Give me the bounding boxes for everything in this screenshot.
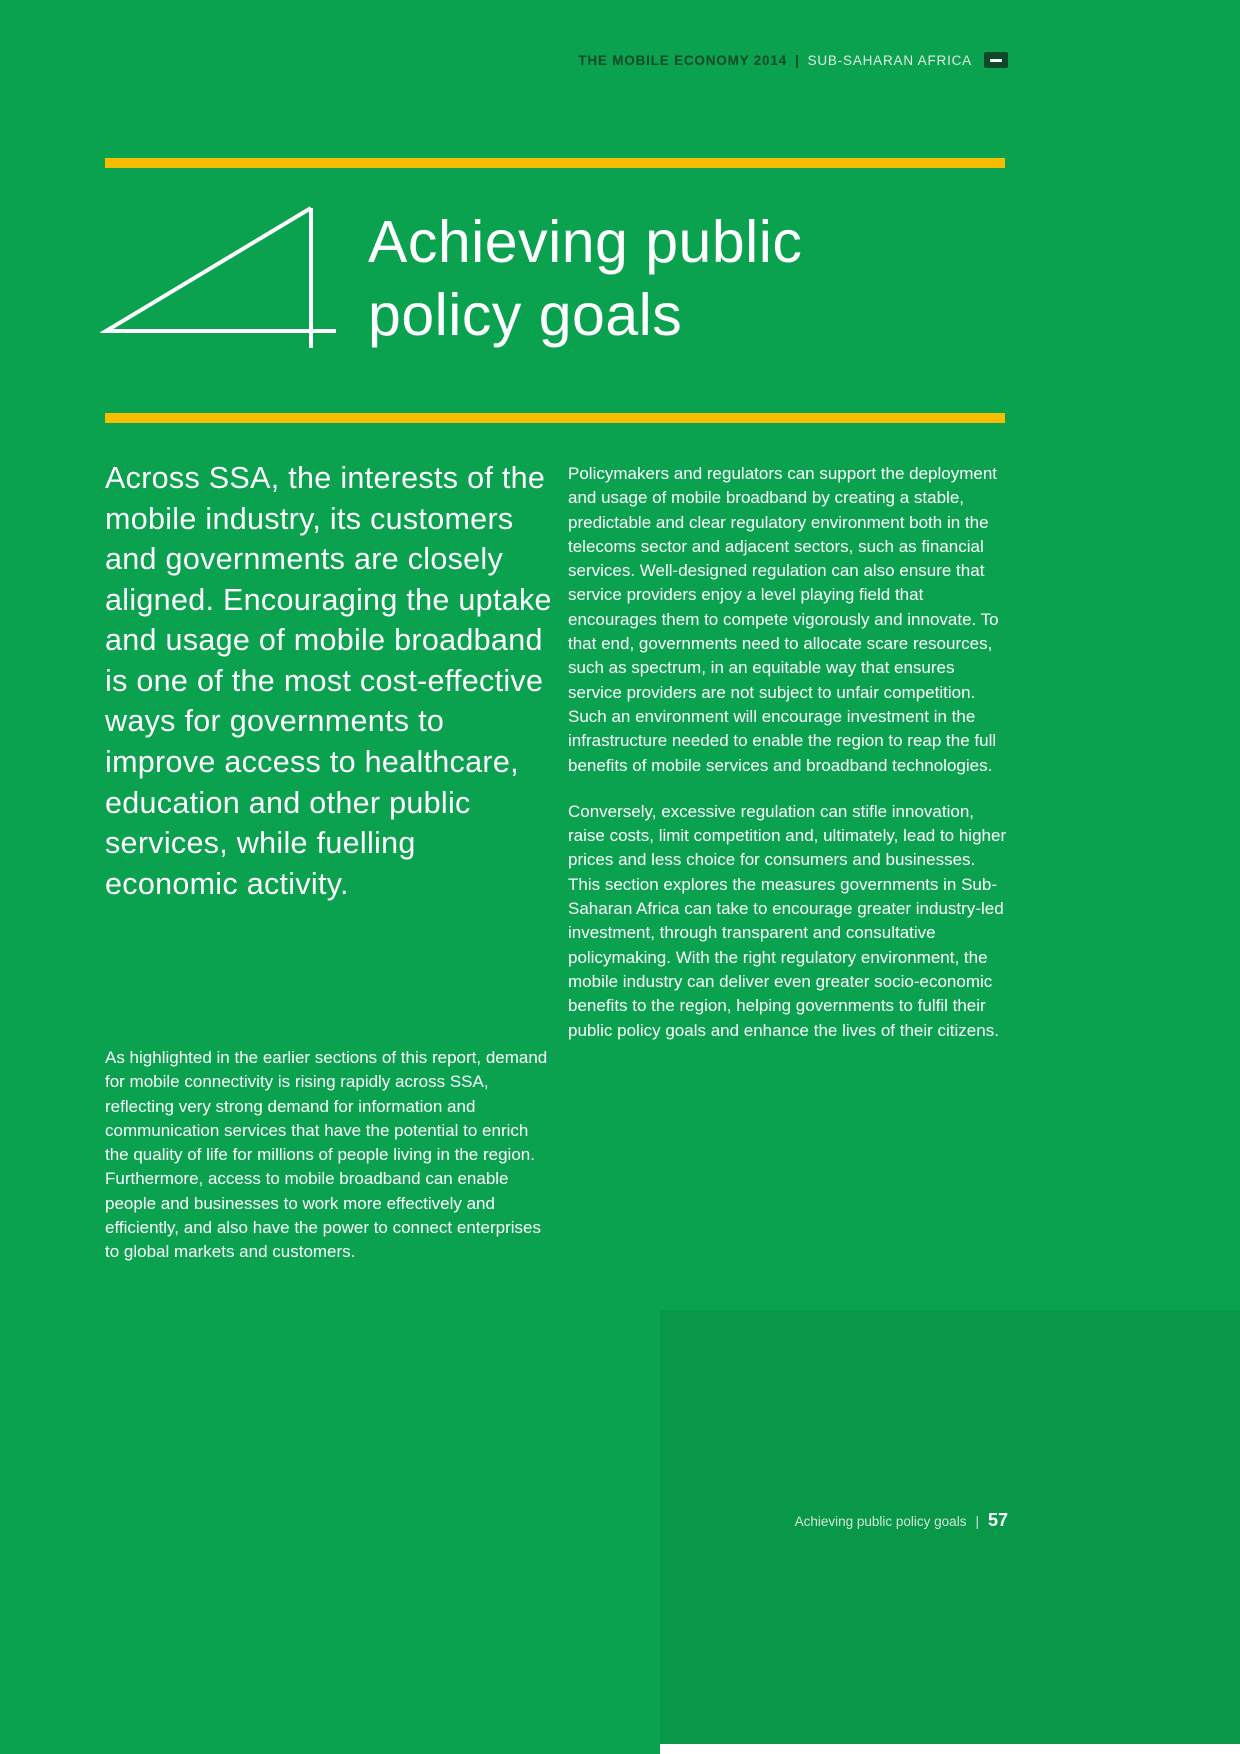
chapter-title	[368, 206, 802, 352]
gsma-logo-mark	[990, 59, 1002, 62]
header-report-title: THE MOBILE ECONOMY 2014	[578, 52, 787, 68]
header-region-title: SUB-SAHARAN AFRICA	[807, 52, 972, 68]
footer-separator: |	[975, 1514, 979, 1529]
footer-page-number: 57	[987, 1510, 1008, 1530]
chapter-title-line-2: policy goals	[368, 282, 683, 349]
accent-rule-top	[105, 158, 1005, 168]
right-paragraph-2: Conversely, excessive regulation can stifle innovation, raise costs, limit competition and, ultimately, lead to higher prices and less choice for consumers and businesses. This section explores the measures governments in Sub-Saharan Africa can take to encourage greater industry-led investment, through transparent and consultative policymaking. With the right regulatory environment, the mobile industry can deliver even greater socio-economic benefits to the region, helping governments to fulfil their public policy goals and enhance the lives of their citizens.	[568, 801, 1007, 1040]
chapter-number-glyph	[100, 200, 340, 350]
accent-rule-bottom	[105, 413, 1005, 423]
chapter-number-4-icon	[100, 200, 340, 350]
right-paragraph-1: Policymakers and regulators can support the deployment and usage of mobile broadband by creating a stable, predictable and clear regulatory environment both in the telecoms sector and adjacent sectors, such as financial services. Well-designed regulation can also ensure that service providers enjoy a level playing field that encourages them to compete vigorously and innovate. To that end, governments need to allocate scare resources, such as spectrum, in an equitable way that ensures service providers are not subject to unfair competition. Such an environment will encourage investment in the infrastructure needed to enable the region to reap the full benefits of mobile services and broadband technologies.	[568, 464, 999, 775]
gsma-logo-icon	[984, 52, 1008, 68]
left-paragraph: As highlighted in the earlier sections of this report, demand for mobile connectivity is rising rapidly across SSA, reflecting very strong demand for information and communication services that have the potential to enrich the quality of life for millions of people living in the region. Furthermore, access to mobile broadband can enable people and businesses to work more effectively and efficiently, and also have the power to connect enterprises to global markets and customers.	[105, 1048, 548, 1262]
footer-section-label: Achieving public policy goals	[794, 1514, 967, 1529]
header-separator: |	[794, 52, 800, 68]
page-footer	[795, 1510, 1008, 1531]
body-column-left	[105, 1046, 553, 1265]
running-header	[578, 52, 1008, 68]
chapter-title-line-1: Achieving public	[368, 209, 803, 275]
body-column-right	[568, 462, 1010, 1043]
bottom-white-strip	[660, 1744, 1240, 1754]
lead-paragraph: Across SSA, the interests of the mobile industry, its customers and governments are closely aligned. Encouraging the uptake and usage of mobile broadband is one of the most cost-effective ways for governments to improve access to healthcare, education and other public services, while fuelling economic activity.	[105, 461, 552, 901]
